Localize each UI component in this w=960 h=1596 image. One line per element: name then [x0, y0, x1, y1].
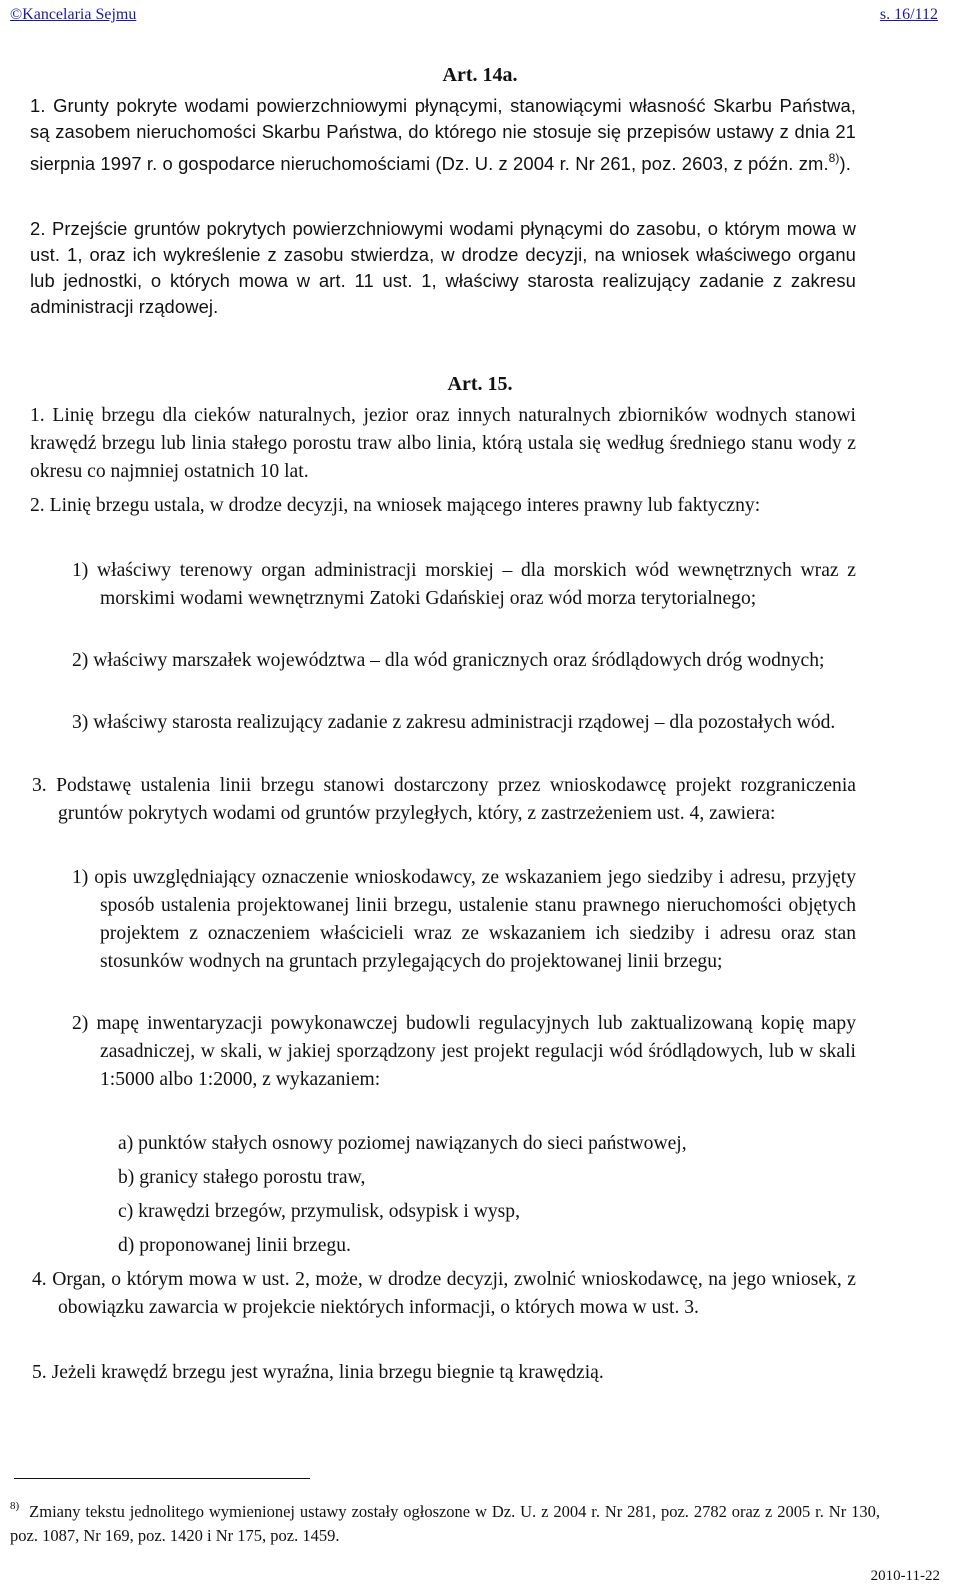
art14a-paragraph-2 [30, 216, 856, 320]
footer-date: 2010-11-22 [870, 1568, 940, 1584]
paragraph-number: 2. [30, 218, 46, 239]
item-number: 1) [72, 560, 89, 581]
art15-p3-subitem-a [118, 1130, 856, 1158]
paragraph-text: Linię brzegu dla cieków naturalnych, jezior oraz innych naturalnych zbiorników wodnych stanowi krawędź brzegu lub linia stałego porostu traw albo linia, którą ustala się według średniego stanu wody z okresu co najmniej ostatnich 10 lat. [30, 405, 856, 482]
item-number: 3) [72, 712, 89, 733]
item-text: właściwy starosta realizujący zadanie z zakresu administracji rządowej – dla pozostałych wód. [93, 712, 836, 733]
art15-paragraph-5 [32, 1359, 856, 1387]
item-text: mapę inwentaryzacji powykonawczej budowli regulacyjnych lub zaktualizowaną kopię mapy zasadniczej, w skali, w jakiej sporządzony jest projekt regulacji wód śródlądowych, lub w skali 1:5000 albo 1:2000, z wykazaniem: [96, 1013, 856, 1090]
paragraph-tail: ). [839, 153, 851, 174]
paragraph-number: 3. [32, 775, 47, 796]
subitem-letter: b) [118, 1167, 135, 1188]
article-14a-title: Art. 14a. [442, 64, 518, 86]
art15-p2-item-1 [72, 557, 856, 613]
footnote-separator [14, 1478, 310, 1479]
paragraph-number: 1. [30, 95, 46, 116]
art15-p3-subitem-b [118, 1164, 856, 1192]
page-number-link[interactable]: s. 16/112 [879, 6, 938, 23]
item-number: 1) [72, 867, 89, 888]
art15-p3-subitem-c [118, 1198, 856, 1226]
footnote-ref[interactable]: 8) [828, 151, 840, 165]
paragraph-text: Linię brzegu ustala, w drodze decyzji, na wniosek mającego interes prawny lub faktyczny: [49, 495, 761, 516]
footnote [10, 1494, 880, 1548]
item-number: 2) [72, 1013, 89, 1034]
art15-p2-item-2 [72, 647, 856, 675]
paragraph-text: Przejście gruntów pokrytych powierzchniowymi wodami płynącymi do zasobu, o którym mowa w ust. 1, oraz ich wykreślenie z zasobu stwierdza, w drodze decyzji, na wniosek właściwego organu lub jednostki, o których mowa w art. 11 ust. 1, właściwy starosta realizujący zadanie z zakresu administracji rządowej. [30, 218, 856, 317]
paragraph-number: 1. [30, 405, 45, 426]
art15-p3-subitem-d [118, 1232, 856, 1260]
item-text: właściwy marszałek województwa – dla wód granicznych oraz śródlądowych dróg wodnych; [93, 650, 825, 671]
art15-paragraph-1 [30, 402, 856, 486]
subitem-letter: c) [118, 1201, 134, 1222]
art15-p3-item-2 [72, 1010, 856, 1094]
paragraph-number: 5. [32, 1362, 47, 1383]
paragraph-text: Grunty pokryte wodami powierzchniowymi płynącymi, stanowiącymi własność Skarbu Państwa, są zasobem nieruchomości Skarbu Państwa, do którego nie stosuje się przepisów ustawy z dnia 21 sierpnia 1997 r. o gospodarce nieruchomościami (Dz. U. z 2004 r. Nr 261, poz. 2603, z późn. zm. [30, 95, 857, 174]
paragraph-text: Organ, o którym mowa w ust. 2, może, w drodze decyzji, zwolnić wnioskodawcę, na jego wniosek, z obowiązku zawarcia w projekcie niektórych informacji, o których mowa w ust. 3. [52, 1269, 856, 1318]
subitem-text: punktów stałych osnowy poziomej nawiązanych do sieci państwowej, [138, 1133, 687, 1154]
paragraph-number: 4. [32, 1269, 47, 1290]
subitem-letter: d) [118, 1235, 135, 1256]
art15-p2-item-3 [72, 709, 856, 737]
subitem-letter: a) [118, 1133, 134, 1154]
article-15-title: Art. 15. [447, 373, 513, 395]
art15-paragraph-2 [30, 492, 856, 520]
footnote-mark: 8) [10, 1500, 20, 1512]
item-number: 2) [72, 650, 89, 671]
item-text: właściwy terenowy organ administracji morskiej – dla morskich wód wewnętrznych wraz z morskimi wodami wewnętrznymi Zatoki Gdańskiej oraz wód morza terytorialnego; [97, 560, 856, 609]
art14a-paragraph-1 [30, 93, 856, 177]
art15-paragraph-4 [32, 1266, 856, 1322]
art15-paragraph-3 [32, 772, 856, 828]
subitem-text: granicy stałego porostu traw, [139, 1167, 366, 1188]
footnote-text: Zmiany tekstu jednolitego wymienionej ustawy zostały ogłoszone w Dz. U. z 2004 r. Nr 281, poz. 2782 oraz z 2005 r. Nr 130, poz. 1087, Nr 169, poz. 1420 i Nr 175, poz. 1459. [10, 1502, 880, 1545]
paragraph-text: Jeżeli krawędź brzegu jest wyraźna, linia brzegu biegnie tą krawędzią. [51, 1362, 604, 1383]
subitem-text: proponowanej linii brzegu. [139, 1235, 351, 1256]
source-link[interactable]: ©Kancelaria Sejmu [10, 6, 137, 23]
paragraph-number: 2. [30, 495, 45, 516]
item-text: opis uwzględniający oznaczenie wnioskodawcy, ze wskazaniem jego siedziby i adresu, przyjęty sposób ustalenia projektowanej linii brzegu, ustalenie stanu prawnego nieruchomości objętych projektem z oznaczeniem właścicieli wraz ze wskazaniem ich siedziby i adresu oraz stan stosunków wodnych na gruntach przylegających do projektowanej linii brzegu; [94, 867, 856, 972]
paragraph-text: Podstawę ustalenia linii brzegu stanowi dostarczony przez wnioskodawcę projekt rozgraniczenia gruntów pokrytych wodami od gruntów przyległych, który, z zastrzeżeniem ust. 4, zawiera: [56, 775, 856, 824]
subitem-text: krawędzi brzegów, przymulisk, odsypisk i wysp, [138, 1201, 520, 1222]
art15-p3-item-1 [72, 864, 856, 976]
